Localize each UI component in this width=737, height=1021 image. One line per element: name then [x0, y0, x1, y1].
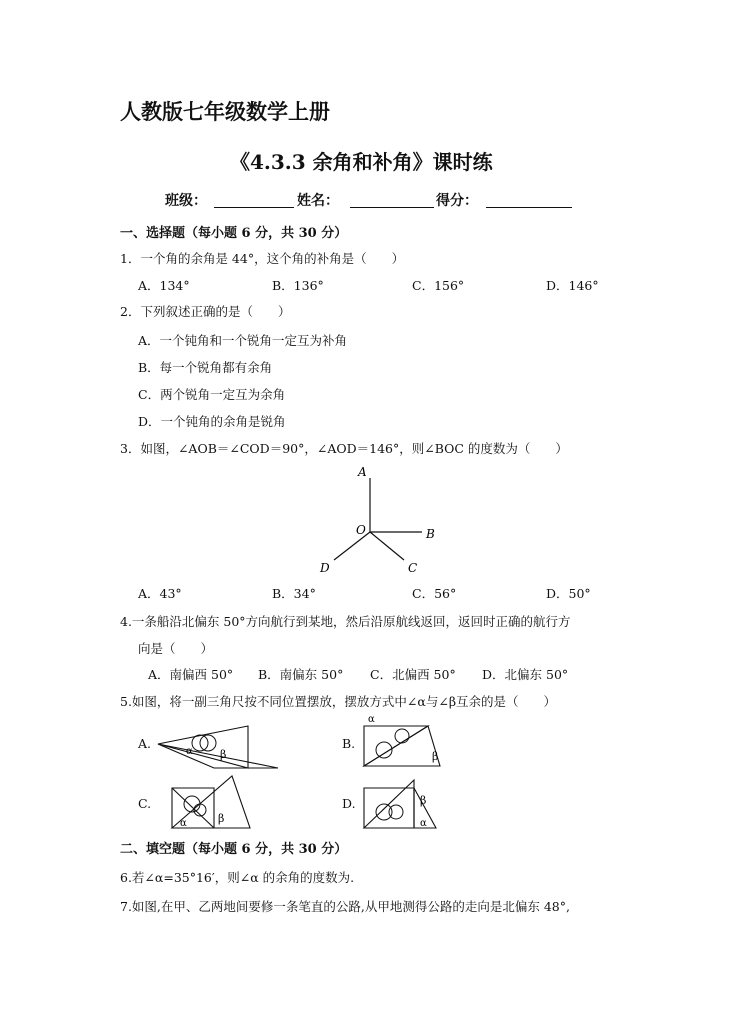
- beta-a: β: [220, 748, 227, 761]
- q2-option-a[interactable]: A．一个钝角和一个锐角一定互为补角: [138, 333, 348, 348]
- score-label: 得分：: [436, 193, 478, 209]
- beta-d: β: [420, 794, 427, 807]
- q1-option-d[interactable]: D．146°: [546, 278, 599, 293]
- q3-option-c[interactable]: C．56°: [412, 586, 457, 601]
- worksheet-title: 《4.3.3 余角和补角》课时练: [230, 150, 493, 174]
- q4-option-c[interactable]: C．北偏西 50°: [370, 667, 456, 682]
- triangle-d1: [364, 780, 414, 828]
- q6-text: 6.若∠α=35°16′，则∠α 的余角的度数为.: [120, 870, 355, 885]
- q3-angle-figure: [310, 460, 450, 580]
- triangle-a2: [158, 744, 278, 768]
- q2-option-d[interactable]: D．一个钝角的余角是锐角: [138, 414, 286, 429]
- ray-oc: [370, 532, 404, 560]
- q5-figure-d: [358, 772, 458, 832]
- label-d: D: [320, 561, 330, 575]
- q2-option-c[interactable]: C．两个锐角一定互为余角: [138, 387, 286, 402]
- triangle-d2: [364, 788, 414, 828]
- q4-option-a[interactable]: A．南偏西 50°: [148, 667, 234, 682]
- book-title: 人教版七年级数学上册: [120, 99, 330, 124]
- name-label: 姓名：: [297, 193, 339, 209]
- q1-option-a[interactable]: A．134°: [138, 278, 190, 293]
- q4-text-line1: 4.一条船沿北偏东 50°方向航行到某地，然后沿原航线返回，返回时正确的航行方: [120, 614, 571, 629]
- section1-heading: 一、选择题（每小题 6 分，共 30 分）: [120, 226, 348, 241]
- q3-option-d[interactable]: D．50°: [546, 586, 591, 601]
- section2-heading: 二、填空题（每小题 6 分，共 30 分）: [120, 842, 348, 857]
- class-label: 班级：: [165, 193, 207, 209]
- alpha-d: α: [420, 818, 427, 829]
- q4-option-b[interactable]: B．南偏东 50°: [258, 667, 344, 682]
- q5-figure-b-label[interactable]: B.: [342, 736, 356, 751]
- label-c: C: [408, 561, 418, 575]
- alpha-c: α: [180, 818, 187, 829]
- name-blank[interactable]: [350, 206, 434, 208]
- q5-figure-a-label[interactable]: A.: [138, 736, 152, 751]
- triangle-b2: [364, 726, 440, 766]
- q5-figure-c: [152, 772, 262, 832]
- q4-text-line2: 向是（ ）: [138, 641, 214, 656]
- circle-d1: [376, 804, 392, 820]
- q5-figure-c-label[interactable]: C.: [138, 796, 152, 811]
- q7-text: 7.如图,在甲、乙两地间要修一条笔直的公路,从甲地测得公路的走向是北偏东 48°,: [120, 899, 570, 914]
- q4-option-d[interactable]: D．北偏东 50°: [482, 667, 569, 682]
- q1-option-c[interactable]: C．156°: [412, 278, 465, 293]
- circle-d2: [389, 805, 403, 819]
- q5-figure-b: [358, 710, 458, 772]
- beta-b: β: [432, 750, 439, 763]
- q5-figure-d-label[interactable]: D.: [342, 796, 356, 811]
- circle-b2: [395, 729, 409, 743]
- alpha-a: α: [186, 746, 193, 757]
- q1-option-b[interactable]: B．136°: [272, 278, 324, 293]
- score-blank[interactable]: [486, 206, 572, 208]
- label-a: A: [358, 465, 367, 479]
- q2-option-b[interactable]: B．每一个锐角都有余角: [138, 360, 273, 375]
- q5-figure-a: [152, 716, 282, 776]
- alpha-b: α: [368, 714, 375, 725]
- q3-option-b[interactable]: B．34°: [272, 586, 316, 601]
- q3-option-a[interactable]: A．43°: [138, 586, 182, 601]
- q2-text: 2．下列叙述正确的是（ ）: [120, 304, 291, 319]
- q3-text: 3．如图，∠AOB＝∠COD＝90°，∠AOD＝146°，则∠BOC 的度数为（ ）: [120, 441, 568, 456]
- q5-text: 5.如图，将一副三角尺按不同位置摆放，摆放方式中∠α与∠β互余的是（ ）: [120, 694, 557, 709]
- label-b: B: [426, 527, 435, 541]
- q1-text: 1．一个角的余角是 44°，这个角的补角是（ ）: [120, 251, 405, 266]
- beta-c: β: [218, 812, 225, 825]
- label-o: O: [356, 523, 366, 537]
- class-blank[interactable]: [214, 206, 294, 208]
